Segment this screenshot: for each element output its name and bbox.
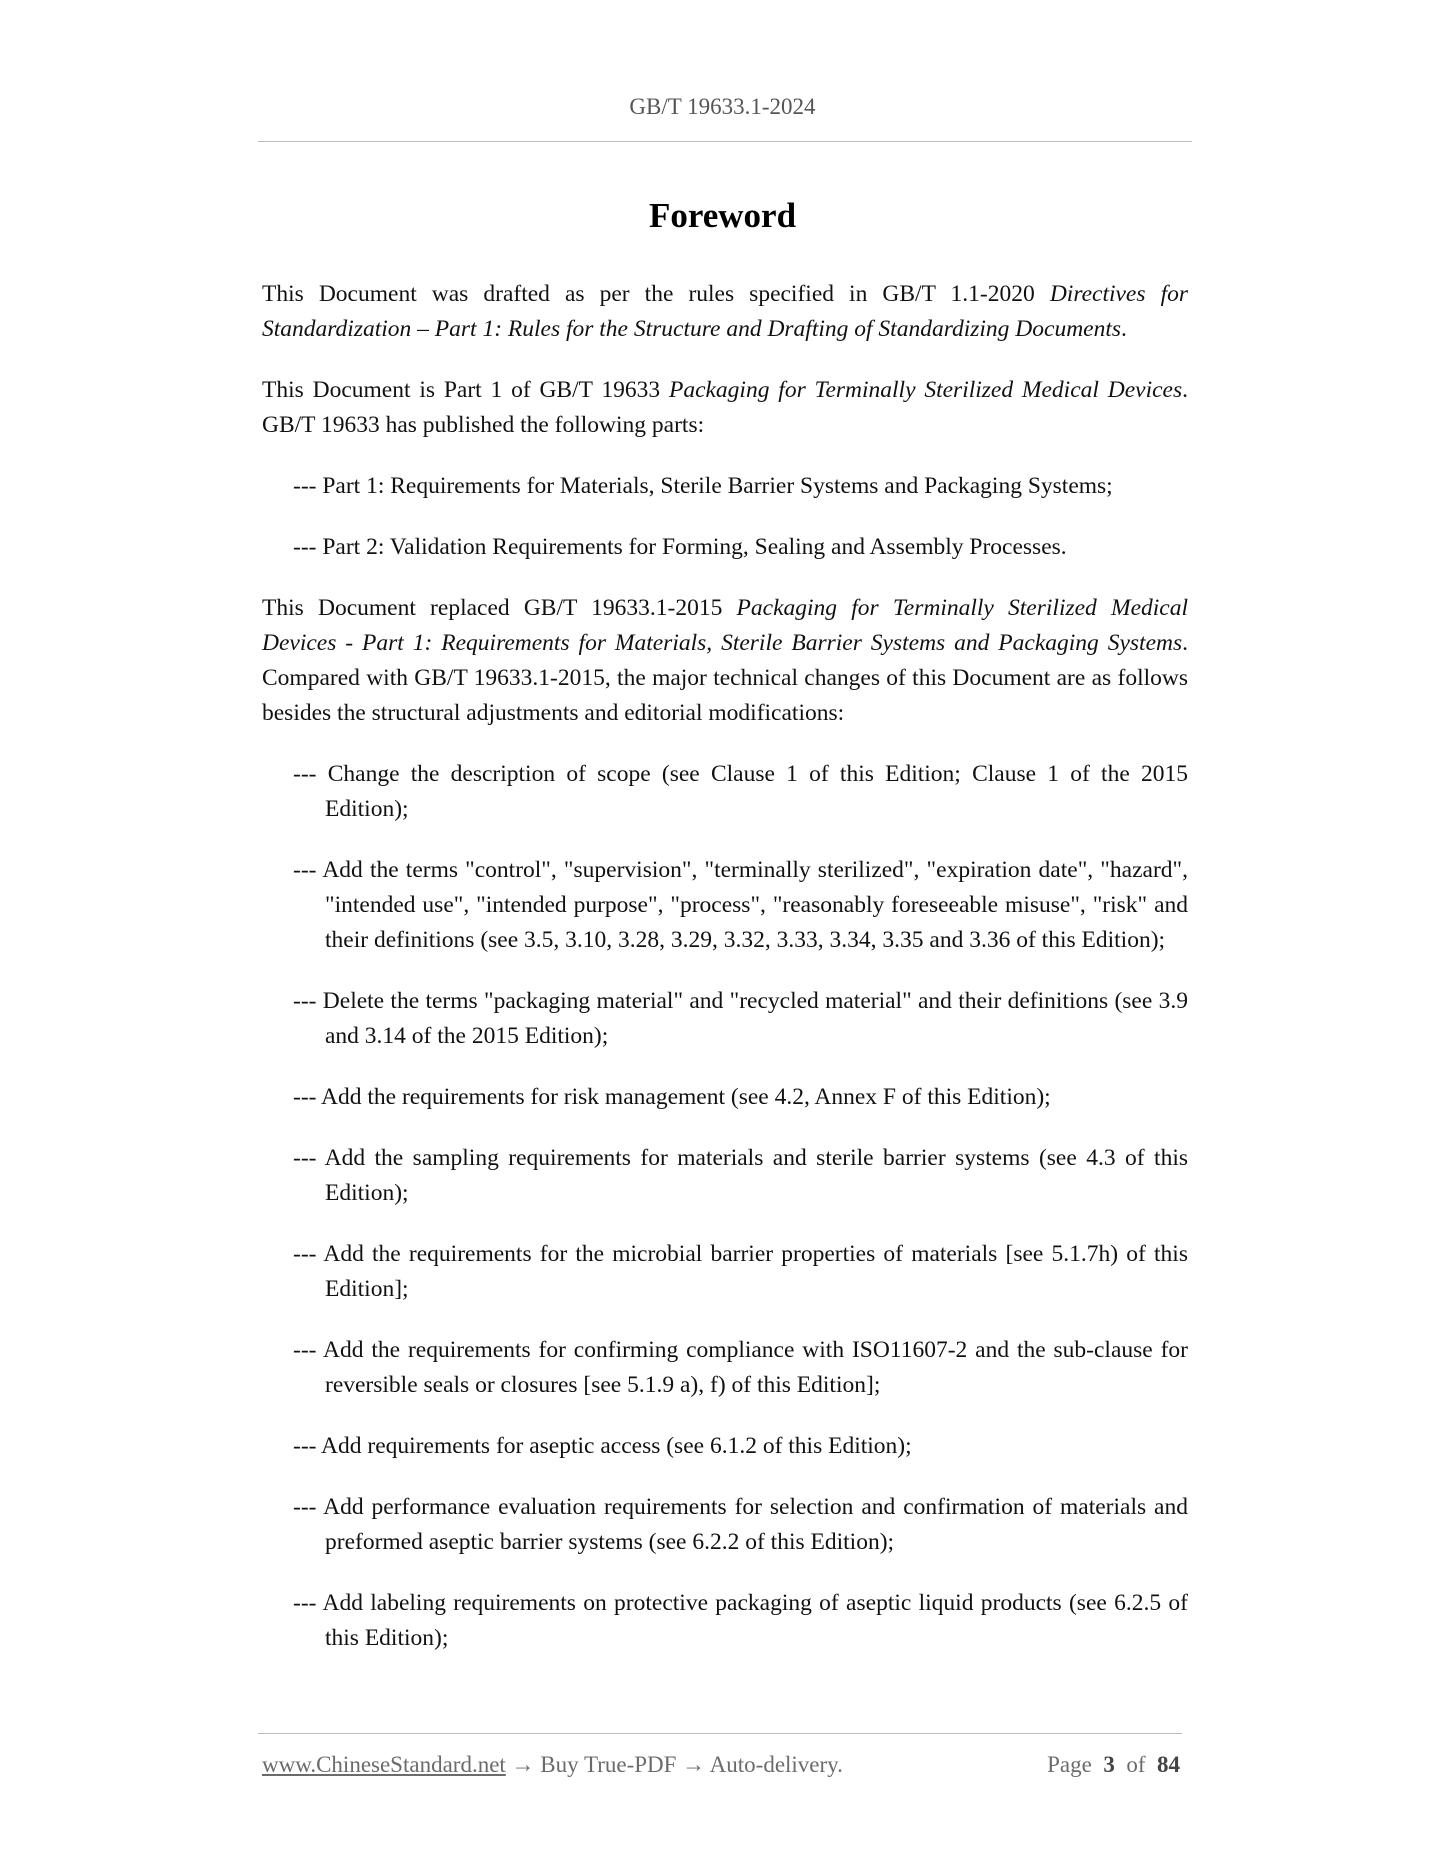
paragraph-text: This Document was drafted as per the rules specified in GB/T 1.1-2020 [262, 281, 1050, 307]
page-number [1047, 1752, 1180, 1778]
paragraph-text: This Document is Part 1 of GB/T 19633 [262, 377, 669, 403]
change-list-item: --- Add the terms "control", "supervision", "terminally sterilized", "expiration date", "hazard", "intended use", "intended purpose", "process", "reasonably foreseeable misuse", "risk" and their definitions (see 3.5, 3.10, 3.28, 3.29, 3.32, 3.33, 3.34, 3.35 and 3.36 of this Edition); [293, 857, 1188, 953]
paragraph-text: . [1121, 316, 1127, 342]
document-body [262, 277, 1188, 1682]
document-header: GB/T 19633.1-2024 [629, 94, 816, 119]
change-list-item: --- Add the requirements for confirming compliance with ISO11607-2 and the sub-clause for reversible seals or closures [see 5.1.9 a), f) of this Edition]; [293, 1337, 1188, 1398]
paragraph-part-info [262, 373, 1188, 443]
page-total: 84 [1157, 1752, 1180, 1777]
change-list-item: --- Add performance evaluation requirements for selection and confirmation of materials and preformed aseptic barrier systems (see 6.2.2 of this Edition); [293, 1494, 1188, 1555]
change-list-item: --- Add the requirements for the microbial barrier properties of materials [see 5.1.7h) of this Edition]; [293, 1241, 1188, 1302]
change-list-item: --- Add requirements for aseptic access (see 6.1.2 of this Edition); [293, 1433, 912, 1459]
change-list-item: --- Add labeling requirements on protective packaging of aseptic liquid products (see 6.2.5 of this Edition); [293, 1590, 1188, 1651]
page-footer [262, 1752, 1180, 1786]
parts-list-item: --- Part 1: Requirements for Materials, Sterile Barrier Systems and Packaging Systems; [293, 473, 1113, 499]
change-list-item: --- Add the sampling requirements for materials and sterile barrier systems (see 4.3 of this Edition); [293, 1145, 1188, 1206]
footer-divider [258, 1733, 1182, 1734]
change-list-item: --- Add the requirements for risk management (see 4.2, Annex F of this Edition); [293, 1084, 1051, 1110]
website-link[interactable]: www.ChineseStandard.net [262, 1752, 506, 1777]
paragraph-text: . Compared with GB/T 19633.1-2015, the major technical changes of this Document are as follows besides the structural adjustments and editorial modifications: [262, 630, 1188, 726]
paragraph-replacement [262, 591, 1188, 731]
page-label: Page [1047, 1752, 1092, 1777]
parts-list-item: --- Part 2: Validation Requirements for Forming, Sealing and Assembly Processes. [293, 534, 1067, 560]
page-current: 3 [1103, 1752, 1115, 1777]
change-list-item: --- Change the description of scope (see Clause 1 of this Edition; Clause 1 of the 2015 Edition); [293, 761, 1188, 822]
change-list-item: --- Delete the terms "packaging material" and "recycled material" and their definitions (see 3.9 and 3.14 of the 2015 Edition); [293, 988, 1188, 1049]
paragraph-drafting-rules [262, 277, 1188, 347]
paragraph-text: This Document replaced GB/T 19633.1-2015 [262, 595, 737, 621]
promo-text: → Buy True-PDF → Auto-delivery. [505, 1752, 843, 1777]
paragraph-text: . GB/T 19633 has published the following parts: [262, 377, 1188, 438]
page-of-label: of [1126, 1752, 1146, 1777]
referenced-standard-title: Packaging for Terminally Sterilized Medical Devices - Part 1: Requirements for Materials, Sterile Barrier Systems and Packaging Systems [262, 595, 1188, 656]
header-divider [258, 141, 1192, 142]
referenced-standard-title: Packaging for Terminally Sterilized Medical Devices [668, 377, 1183, 403]
page-title: Foreword [648, 196, 797, 235]
referenced-standard-title: Directives for Standardization – Part 1: Rules for the Structure and Drafting of Standardizing Documents [262, 281, 1188, 342]
footer-promo [262, 1752, 843, 1778]
